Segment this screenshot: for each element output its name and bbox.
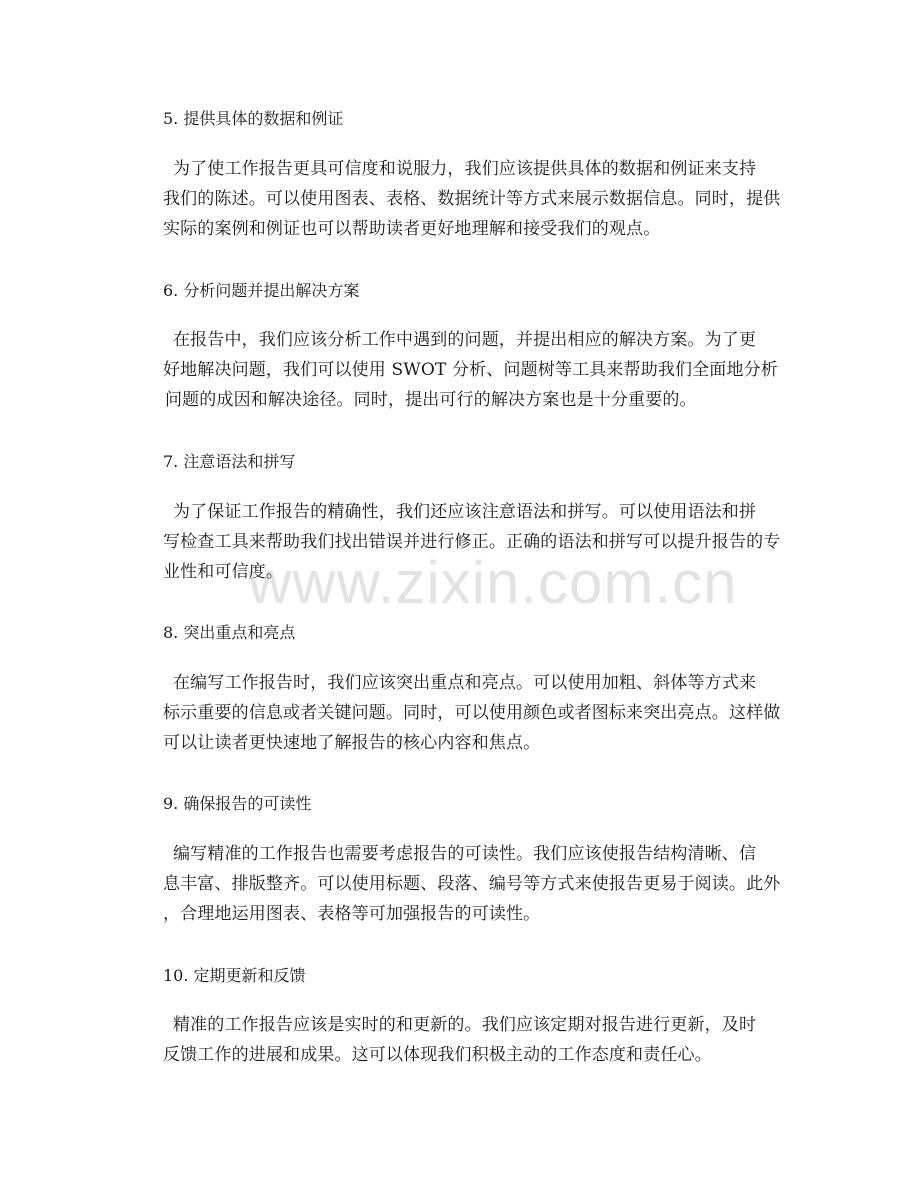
section-paragraph-6 bbox=[163, 325, 778, 415]
section-heading-5: 5. 提供具体的数据和例证 bbox=[163, 109, 344, 128]
section-paragraph-9 bbox=[163, 839, 781, 929]
section-heading-10: 10. 定期更新和反馈 bbox=[163, 966, 306, 985]
paragraph-line: 为了使工作报告更具可信度和说服力，我们应该提供具体的数据和例证来支持 bbox=[173, 159, 757, 179]
paragraph-line: 为了保证工作报告的精确性，我们还应该注意语法和拼写。可以使用语法和拼 bbox=[173, 502, 757, 522]
paragraph-line: 我们的陈述。可以使用图表、表格、数据统计等方式来展示数据信息。同时，提供 bbox=[163, 189, 781, 209]
paragraph-line: 在编写工作报告时，我们应该突出重点和亮点。可以使用加粗、斜体等方式来 bbox=[173, 673, 757, 693]
paragraph-line: 息丰富、排版整齐。可以使用标题、段落、编号等方式来使报告更易于阅读。此外 bbox=[163, 874, 781, 894]
paragraph-line: 问题的成因和解决途径。同时，提出可行的解决方案也是十分重要的。 bbox=[165, 390, 697, 410]
paragraph-line: 反馈工作的进展和成果。这可以体现我们积极主动的工作态度和责任心。 bbox=[163, 1045, 712, 1065]
paragraph-line: 可以让读者更快速地了解报告的核心内容和焦点。 bbox=[163, 733, 541, 753]
section-paragraph-5 bbox=[163, 154, 781, 244]
paragraph-line: 业性和可信度。 bbox=[163, 562, 284, 582]
section-heading-6: 6. 分析问题并提出解决方案 bbox=[163, 281, 360, 300]
paragraph-line: 标示重要的信息或者关键问题。同时，可以使用颜色或者图标来突出亮点。这样做 bbox=[163, 703, 781, 723]
paragraph-line: 实际的案例和例证也可以帮助读者更好地理解和接受我们的观点。 bbox=[163, 219, 661, 239]
paragraph-line: 在报告中，我们应该分析工作中遇到的问题，并提出相应的解决方案。为了更 bbox=[173, 330, 757, 350]
section-paragraph-7 bbox=[163, 497, 781, 587]
paragraph-line: 写检查工具来帮助我们找出错误并进行修正。正确的语法和拼写可以提升报告的专 bbox=[163, 532, 781, 552]
paragraph-line: 编写精准的工作报告也需要考虑报告的可读性。我们应该使报告结构清晰、信 bbox=[173, 844, 757, 864]
section-paragraph-8 bbox=[163, 668, 781, 758]
section-heading-8: 8. 突出重点和亮点 bbox=[163, 623, 296, 642]
section-paragraph-10 bbox=[163, 1010, 763, 1070]
paragraph-line: ，合理地运用图表、表格等可加强报告的可读性。 bbox=[163, 904, 541, 924]
paragraph-line: 好地解决问题，我们可以使用 SWOT 分析、问题树等工具来帮助我们全面地分析 bbox=[163, 360, 778, 380]
watermark: www.zixin.com.cn bbox=[248, 549, 738, 616]
section-heading-7: 7. 注意语法和拼写 bbox=[163, 452, 296, 471]
paragraph-line: 精准的工作报告应该是实时的和更新的。我们应该定期对报告进行更新，及时 bbox=[173, 1015, 757, 1035]
section-heading-9: 9. 确保报告的可读性 bbox=[163, 794, 312, 813]
